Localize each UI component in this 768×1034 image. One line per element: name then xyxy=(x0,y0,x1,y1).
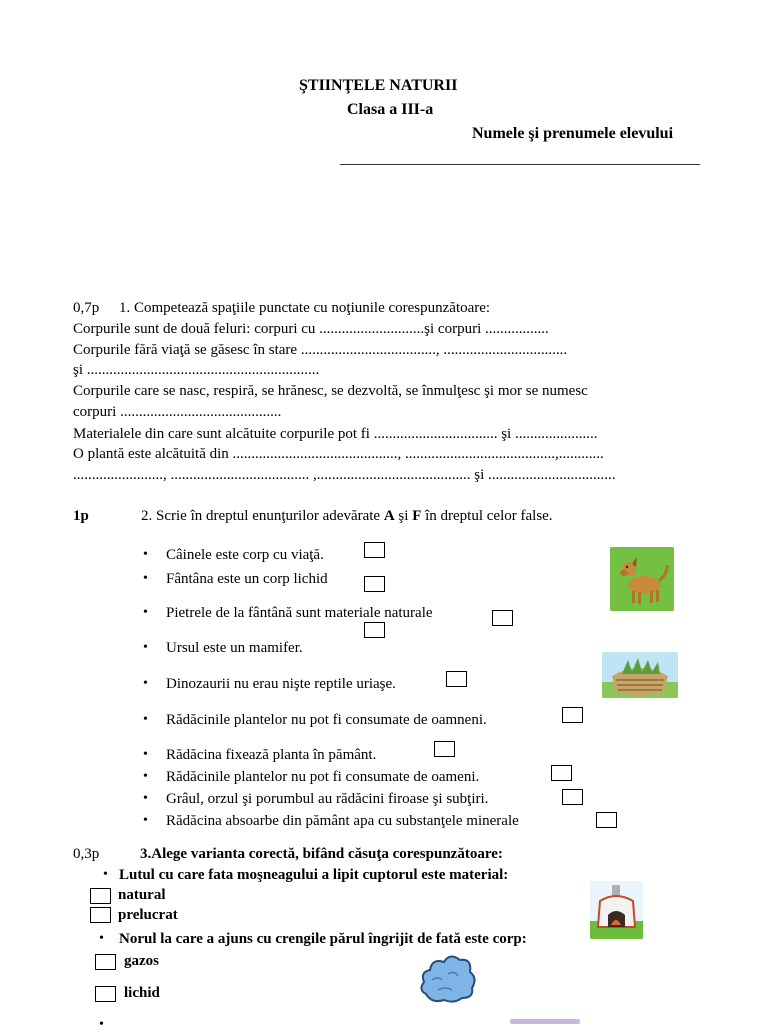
answer-box[interactable] xyxy=(364,622,385,638)
answer-box[interactable] xyxy=(596,812,617,828)
ex1-line: Corpurile care se nasc, respiră, se hrănesc, se dezvoltă, se înmulţesc şi mor se numesc xyxy=(73,383,588,399)
ex2-item: Fântâna este un corp lichid xyxy=(166,571,328,587)
class-label: Clasa a III-a xyxy=(347,101,434,118)
dog-icon xyxy=(610,547,674,611)
ex2-heading-text: 2. Scrie în dreptul enunţurilor adevărate xyxy=(141,508,384,524)
checkbox-lichid[interactable] xyxy=(95,986,116,1002)
bullet-icon: • xyxy=(99,1017,104,1032)
answer-box[interactable] xyxy=(364,576,385,592)
answer-box[interactable] xyxy=(446,671,467,687)
answer-box[interactable] xyxy=(364,542,385,558)
answer-box[interactable] xyxy=(492,610,513,626)
ex3-points: 0,3p xyxy=(73,846,100,862)
checkbox-prelucrat[interactable] xyxy=(90,907,111,923)
ex1-points: 0,7p xyxy=(73,300,100,316)
ex1-line: Materialele din care sunt alcătuite corpurile pot fi ................................. şi ...................... xyxy=(73,426,598,442)
option-prelucrat: prelucrat xyxy=(118,907,178,923)
ex2-heading xyxy=(141,507,553,525)
ex2-item: Rădăcina fixează planta în pământ. xyxy=(166,747,377,763)
dog-picture xyxy=(610,547,674,611)
oven-picture xyxy=(590,881,643,939)
ex2-item: Ursul este un mamifer. xyxy=(166,640,303,656)
ex1-line: ........................, ..................................... ,......................................... şi .................................. xyxy=(73,467,616,483)
ex2-heading-text: în dreptul celor false. xyxy=(421,508,553,524)
ex2-item: Câinele este corp cu viaţă. xyxy=(166,547,324,563)
ex2-item: Rădăcina absoarbe din pământ apa cu substanţele minerale xyxy=(166,813,519,829)
ex2-heading-text: şi xyxy=(394,508,413,524)
answer-box[interactable] xyxy=(562,707,583,723)
worksheet-title: ŞTIINŢELE NATURII xyxy=(299,77,458,94)
well-picture xyxy=(602,652,678,698)
bullet-icon: • xyxy=(143,813,148,828)
partial-picture xyxy=(510,1019,580,1024)
student-name-label: Numele şi prenumele elevului xyxy=(472,125,674,142)
checkbox-natural[interactable] xyxy=(90,888,111,904)
bullet-icon: • xyxy=(143,640,148,655)
option-natural: natural xyxy=(118,887,166,903)
option-gazos: gazos xyxy=(124,953,159,969)
ex1-line: corpuri ........................................... xyxy=(73,404,282,420)
bullet-icon: • xyxy=(143,769,148,784)
bullet-icon: • xyxy=(143,605,148,620)
ex1-line: O plantă este alcătuită din ............................................, ........................................,............ xyxy=(73,446,604,462)
ex2-item: Pietrele de la fântână sunt materiale naturale xyxy=(166,605,433,621)
bullet-icon: • xyxy=(143,571,148,586)
bullet-icon: • xyxy=(143,747,148,762)
ex2-item: Grâul, orzul şi porumbul au rădăcini firoase şi subţiri. xyxy=(166,791,489,807)
oven-icon xyxy=(590,881,643,939)
ex1-line: Corpurile fără viaţă se găsesc în stare ...................................., ................................. xyxy=(73,342,568,358)
ex2-item: Dinozaurii nu erau nişte reptile uriaşe. xyxy=(166,676,396,692)
option-lichid: lichid xyxy=(124,985,160,1001)
ex1-heading: 1. Competează spaţiile punctate cu noţiunile corespunzătoare: xyxy=(119,300,491,316)
ex2-item: Rădăcinile plantelor nu pot fi consumate de oameni. xyxy=(166,769,480,785)
well-icon xyxy=(602,652,678,698)
ex2-heading-a: A xyxy=(383,508,395,524)
cloud-picture xyxy=(418,950,478,1006)
ex1-line: şi .............................................................. xyxy=(73,362,320,378)
ex3-question: Lutul cu care fata moşneagului a lipit cuptorul este material: xyxy=(119,867,509,883)
bullet-icon: • xyxy=(143,676,148,691)
ex2-points: 1p xyxy=(73,508,89,524)
cloud-icon xyxy=(418,950,478,1006)
answer-box[interactable] xyxy=(551,765,572,781)
checkbox-gazos[interactable] xyxy=(95,954,116,970)
bullet-icon: • xyxy=(143,712,148,727)
ex3-heading: 3.Alege varianta corectă, bifând căsuţa corespunzătoare: xyxy=(140,846,503,862)
ex2-heading-f: F xyxy=(412,508,422,524)
ex2-item: Rădăcinile plantelor nu pot fi consumate de oamneni. xyxy=(166,712,487,728)
bullet-icon: • xyxy=(103,867,108,882)
answer-box[interactable] xyxy=(434,741,455,757)
ex1-line: Corpurile sunt de două feluri: corpuri cu ............................şi corpuri ................. xyxy=(73,321,549,337)
bullet-icon: • xyxy=(143,791,148,806)
bullet-icon: • xyxy=(99,931,104,946)
ex3-question: Norul la care a ajuns cu crengile părul îngrijit de fată este corp: xyxy=(119,931,527,947)
answer-box[interactable] xyxy=(562,789,583,805)
student-name-line[interactable]: _____________________________________________ xyxy=(340,150,700,167)
bullet-icon: • xyxy=(143,547,148,562)
